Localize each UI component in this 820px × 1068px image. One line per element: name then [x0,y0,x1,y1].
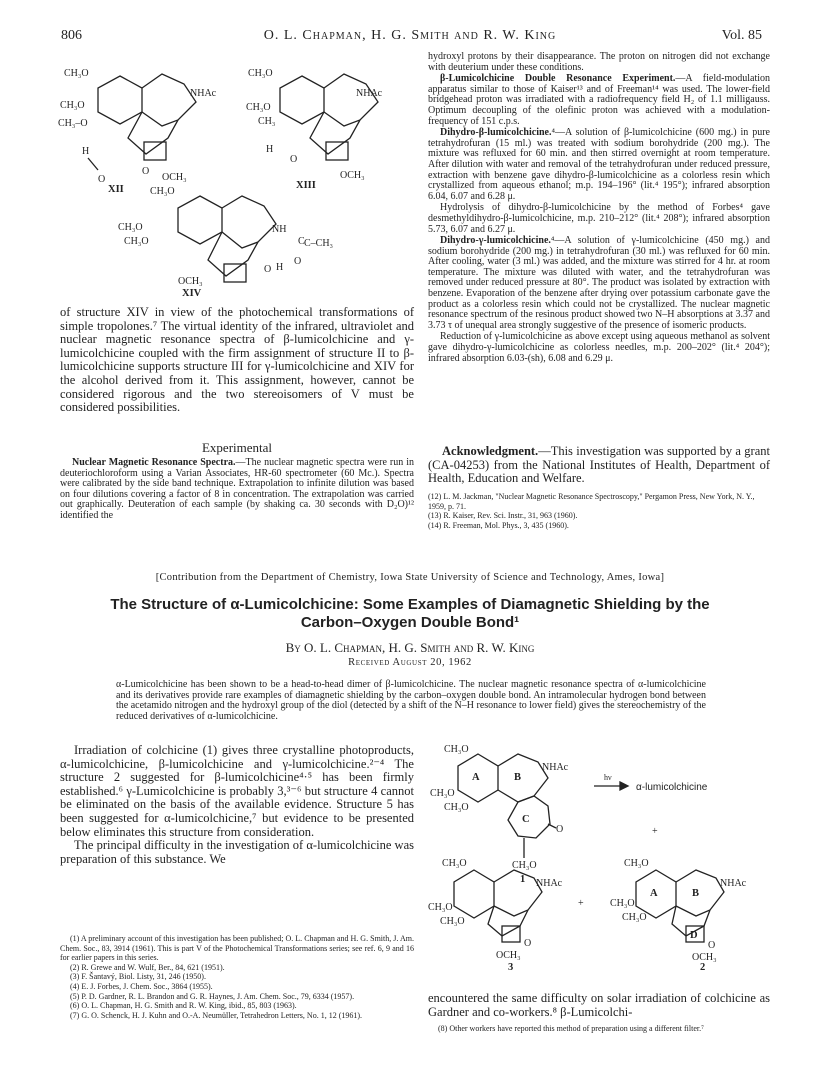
article-title [40,596,780,632]
page-number: 806 [61,28,82,43]
structure-xii [58,68,217,195]
plus-sign-2: + [578,898,584,909]
svg-text:CH₃O: CH₃O [246,102,271,113]
footnote-2: (2) R. Grewe and W. Wulf, Ber., 84, 621 (1951). [70,962,225,972]
svg-text:1: 1 [520,874,526,885]
svg-text:A: A [472,772,480,783]
svg-text:CH₃O: CH₃O [428,902,453,913]
plus-sign-1: + [652,826,658,837]
structure-2 [610,858,747,970]
svg-text:OCH₃: OCH₃ [340,170,365,181]
svg-text:CH₃O: CH₃O [430,788,455,799]
right-paragraph-1: hydroxyl protons by their disappearance. The proton on nitrogen did not exchange with deuterium under these conditions. [428,51,770,73]
svg-text:CH₃: CH₃ [258,116,276,127]
footnote-4: (4) E. J. Forbes, J. Chem. Soc., 3864 (1955). [70,981,213,991]
svg-text:NHAc: NHAc [190,88,217,99]
reduction-paragraph: Reduction of γ-lumicolchicine as above except using aqueous methanol as solvent gave dihydro-γ-lumicolchicine as colorless needles, m.p. 200–202° (lit.⁴ 204°); infrared absorption 6.03-(sh), 6.08 and 6.29 μ. [428,331,770,364]
footnote-right [428,1024,770,1034]
footnote-3: (3) F. Šantavý, Biol. Listy, 31, 246 (1950). [70,972,206,982]
svg-text:CH₃O: CH₃O [248,68,273,79]
reaction-scheme [424,740,774,970]
acknowledgment-text: —This investigation was supported by a grant (CA-04253) from the National Institutes of Health, Department of Health, Education and Welfare. [428,444,770,486]
svg-text:OCH₃: OCH₃ [162,172,187,183]
footnote-6: (6) O. L. Chapman, H. G. Smith and R. W. King, ibid., 85, 803 (1963). [70,1001,297,1011]
svg-text:OCH₃: OCH₃ [692,952,717,963]
svg-text:O: O [142,166,150,177]
svg-text:CH₃O: CH₃O [150,186,175,197]
svg-text:O: O [524,938,532,949]
svg-text:CH₃O: CH₃O [512,860,537,871]
abstract-text: α-Lumicolchicine has been shown to be a head-to-head dimer of β-lumicolchicine. The nuclear magnetic resonance spectra of α-lumicolchicine and its derivatives provide rare examples of diamagnetic shielding by the carbon–oxygen double bond. An intramolecular hydrogen bond between the acetamido nitrogen and the hydroxyl group of the diol (detected by a shift of the N–H resonance to lower field) gives the stereochemistry of the reduced derivatives of α-lumicolchicine. [116,679,706,722]
body-right [428,992,770,1019]
svg-text:O: O [264,264,272,275]
article-title-line-1: The Structure of α-Lumicolchicine: Some Examples of Diamagnetic Shielding by the [110,596,710,613]
right-column-body [428,52,770,365]
body-right-continuation: encountered the same difficulty on solar irradiation of colchicine as Gardner and co-workers.⁸ β-Lumicolchi- [428,991,770,1019]
svg-text:XIV: XIV [182,288,202,299]
footnote-5: (5) P. D. Gardner, R. L. Brandon and G. R. Haynes, J. Am. Chem. Soc., 79, 6334 (1957). [70,991,355,1001]
dihydro-beta-title: Dihydro-β-lumicolchicine. [440,127,552,139]
svg-text:C–CH₃: C–CH₃ [304,238,334,249]
svg-text:CH₃O: CH₃O [124,236,149,247]
svg-text:O: O [290,154,298,165]
experimental-heading: Experimental [201,440,273,455]
body-paragraph-1: Irradiation of colchicine (1) gives three crystalline photoproducts, α-lumicolchicine, β-lumicolchicine and γ-lumicolchicine.²⁻⁴ The structure 2 suggested for β-lumicolchicine⁴·⁵ has been firmly established.⁶ γ-Lumicolchicine is probably 3,³⁻⁶ but structure 4 cannot be eliminated on the basis of the available evidence. Structure 5 has been suggested for α-lumicolchicine,⁷ but evidence to be presented below eliminates this structure from consideration. [60,743,414,839]
svg-text:H: H [82,146,90,157]
experimental-nmr [60,458,414,523]
svg-text:C: C [522,814,530,825]
svg-text:O: O [98,174,106,185]
svg-text:CH₃O: CH₃O [444,802,469,813]
reference-13: (13) R. Kaiser, Rev. Sci. Instr., 31, 963 (1960). [428,511,578,521]
svg-text:O: O [708,940,716,951]
contribution-line: [Contribution from the Department of Chemistry, Iowa State University of Science and Technology, Ames, Iowa] [155,572,665,583]
svg-text:CH₃O: CH₃O [624,858,649,869]
svg-text:CH₃O: CH₃O [64,68,89,79]
structure-xiii [246,68,383,191]
svg-text:C: C [298,236,305,247]
svg-text:2: 2 [700,962,706,970]
svg-text:B: B [514,772,522,783]
dihydro-gamma-title: Dihydro-γ-lumicolchicine. [440,235,551,247]
svg-text:A: A [650,888,658,899]
svg-text:CH₃O: CH₃O [622,912,647,923]
svg-text:CH₃O: CH₃O [442,858,467,869]
svg-text:H: H [266,144,274,155]
svg-text:XII: XII [108,184,124,195]
svg-text:XIII: XIII [296,180,316,191]
acknowledgment-title: Acknowledgment. [442,444,539,458]
received-date: Received August 20, 1962 [348,657,472,668]
left-paragraph-1: of structure XIV in view of the photochemical transformations of simple tropolones.⁷ The virtual identity of the infrared, ultraviolet and nuclear magnetic resonance spectra of β-lumicolchicine and γ-lumicolchicine coupled with the firm assignment of structure II to β-lumicolchicine supports structure III for γ-lumicolchicine and XIV for the alcohol derived from it. This assignment, however, cannot be considered rigorous and the two stereoisomers of V must be considered possibilities. [60,305,414,415]
reference-14: (14) R. Freeman, Mol. Phys., 3, 435 (1960). [428,520,569,530]
nmr-text: —The nuclear magnetic spectra were run in deuteriochloroform using a Varian Associates, HR-60 spectrometer (60 Mc.). Spectra were calibrated by the side band technique. Extrapolation to infinite dilution was based on four dilutions covering a factor of 8 in concentration. The extrapolation was carried out graphically. Deuteration of each sample (by shaking ca. 30 seconds with D₂O)¹² identified the [60,457,414,521]
svg-text:CH₃O: CH₃O [440,916,465,927]
left-column-body [60,306,414,416]
footnote-8: (8) Other workers have reported this method of preparation using a different filter.⁷ [438,1024,704,1033]
svg-text:CH₃O: CH₃O [118,222,143,233]
svg-text:NHAc: NHAc [536,878,563,889]
svg-text:3: 3 [508,962,514,970]
svg-text:CH₃O: CH₃O [60,100,85,111]
acknowledgment [428,445,770,486]
abstract [116,680,706,723]
svg-text:CH₃O: CH₃O [610,898,635,909]
footnote-7: (7) G. O. Schenck, H. J. Kuhn and O.-A. Neumüller, Tetrahedron Letters, No. 1, 12 (1961). [70,1010,363,1020]
svg-text:OCH₃: OCH₃ [496,950,521,961]
svg-text:H: H [276,262,284,273]
svg-text:CH₃–O: CH₃–O [58,118,88,129]
structure-xiv [118,186,333,299]
double-resonance-text: —A field-modulation apparatus similar to those of Kaiser¹³ and of Freeman¹⁴ was used. The lower-field bridgehead proton was irradiated with a radiofrequency field H₂ of 1.1 milligauss. Optimum decoupling of the olefinic proton was achieved with a modulation-frequency of 151 c.p.s. [428,73,770,127]
svg-text:B: B [692,888,700,899]
footnote-1: (1) A preliminary account of this investigation has been published; O. L. Chapman and H. G. Smith, J. Am. Chem. Soc., 83, 3914 (1961). This is part V of the Photochemical Transformations series; see ref. 6, 9 and 16 for earlier papers in this series. [60,934,414,963]
right-references [428,492,770,530]
hv-label: hν [604,773,612,782]
svg-text:D: D [690,930,698,941]
footnotes-left [60,934,414,1020]
dihydro-gamma-text: ⁴—A solution of γ-lumicolchicine (450 mg.) and sodium borohydride (200 mg.) in tetrahydrofuran (30 ml.) was refluxed for 60 min. After cooling, water (3 ml.) was added, and the mixture was stirred for 4 hr. at room temperature. The mixture was diluted with water, and the tetrahydrofuran was removed under reduced pressure at 80°. The product was isolated by extraction with benzene. Evaporation of the benzene after drying over potassium carbonate gave the product as a colorless resin which could not be crystallized. The nuclear magnetic resonance spectrum of the resinous product showed two N–H absorptions at 3.37 and 3.73 τ of unequal area strongly suggestive of the presence of isomeric products. [428,235,770,331]
body-paragraph-2: The principal difficulty in the investigation of α-lumicolchicine was preparation of this substance. We [60,838,414,866]
running-head-authors: O. L. Chapman, H. G. Smith and R. W. King [263,28,557,43]
dihydro-beta-text: ⁴—A solution of β-lumicolchicine (600 mg.) in pure tetrahydrofuran (15 ml.) was treated with sodium borohydride (200 mg.). The mixture was refluxed for 60 min. and then stirred overnight at room temperature. After dilution with water and removal of the tetrahydrofuran under reduced pressure, extraction with benzene gave dihydro-β-lumicolchicine as a colorless resin which crystallized from aqueous ethanol; m.p. 194–196° (lit.⁴ 195°); infrared absorption 6.04, 6.07 and 6.28 μ. [428,127,770,202]
reference-12: (12) L. M. Jackman, "Nuclear Magnetic Resonance Spectroscopy," Pergamon Press, New York, N. Y., 1959, p. 71. [428,492,755,511]
svg-text:OCH₃: OCH₃ [178,276,203,287]
svg-text:O: O [294,256,302,267]
body-left [60,744,414,866]
structure-3 [428,858,563,970]
article-title-line-2: Carbon–Oxygen Double Bond¹ [300,614,520,631]
byline: By O. L. Chapman, H. G. Smith and R. W. King [285,640,535,655]
svg-text:NHAc: NHAc [542,762,569,773]
svg-text:NHAc: NHAc [720,878,747,889]
svg-text:NHAc: NHAc [356,88,383,99]
svg-text:NH: NH [272,224,287,235]
structures-xii-xiii-xiv [58,58,408,306]
hydrolysis-paragraph: Hydrolysis of dihydro-β-lumicolchicine by the method of Forbes⁴ gave desmethyldihydro-β-lumicolchicine, m.p. 210–212° (lit.⁴ 208°); infrared absorption 5.73, 6.07 and 6.27 μ. [428,202,770,235]
volume-label: Vol. 85 [721,28,762,43]
alpha-lumicolchicine-label: α-lumicolchicine [636,782,708,793]
nmr-title: Nuclear Magnetic Resonance Spectra. [72,457,236,468]
double-resonance-title: β-Lumicolchicine Double Resonance Experiment. [440,73,676,85]
svg-text:CH₃O: CH₃O [444,744,469,755]
svg-text:O: O [556,824,564,835]
